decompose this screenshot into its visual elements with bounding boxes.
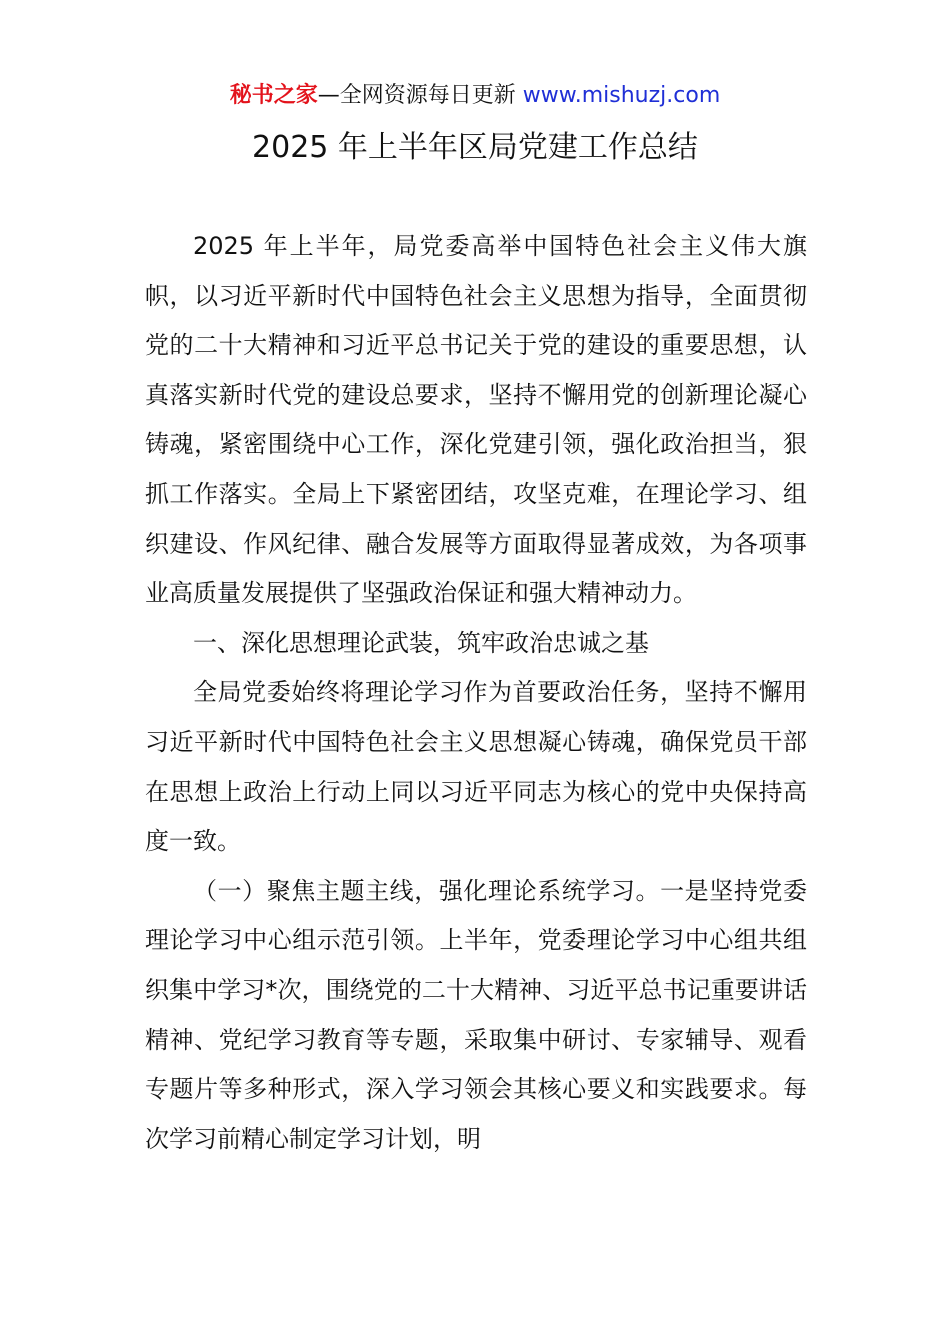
section-heading: 一、深化思想理论武装，筑牢政治忠诚之基	[193, 628, 649, 657]
document-body	[145, 222, 807, 1164]
site-url-link[interactable]: www.mishuzj.com	[522, 83, 721, 108]
intro-paragraph: 2025 年上半年，局党委高举中国特色社会主义伟大旗帜，以习近平新时代中国特色社会主义思想为指导，全面贯彻党的二十大精神和习近平总书记关于党的建设的重要思想，认真落实新时代党的建设总要求，坚持不懈用党的创新理论凝心铸魂，紧密围绕中心工作，深化党建引领，强化政治担当，狠抓工作落实。全局上下紧密团结，攻坚克难，在理论学习、组织建设、作风纪律、融合发展等方面取得显著成效，为各项事业高质量发展提供了坚强政治保证和强大精神动力。	[145, 232, 807, 608]
section-paragraph: 全局党委始终将理论学习作为首要政治任务，坚持不懈用习近平新时代中国特色社会主义思想凝心铸魂，确保党员干部在思想上政治上行动上同以习近平同志为核心的党中央保持高度一致。	[145, 678, 807, 856]
document-title: 2025 年上半年区局党建工作总结	[252, 130, 698, 165]
subsection-paragraph: （一）聚焦主题主线，强化理论系统学习。一是坚持党委理论学习中心组示范引领。上半年，党委理论学习中心组共组织集中学习*次，围绕党的二十大精神、习近平总书记重要讲话精神、党纪学习教育等专题，采取集中研讨、专家辅导、观看专题片等多种形式，深入学习领会其核心要义和实践要求。每次学习前精心制定学习计划，明	[145, 876, 807, 1153]
brand-name: 秘书之家	[229, 83, 318, 108]
site-header	[0, 80, 950, 112]
header-tagline: —全网资源每日更新	[317, 83, 523, 108]
